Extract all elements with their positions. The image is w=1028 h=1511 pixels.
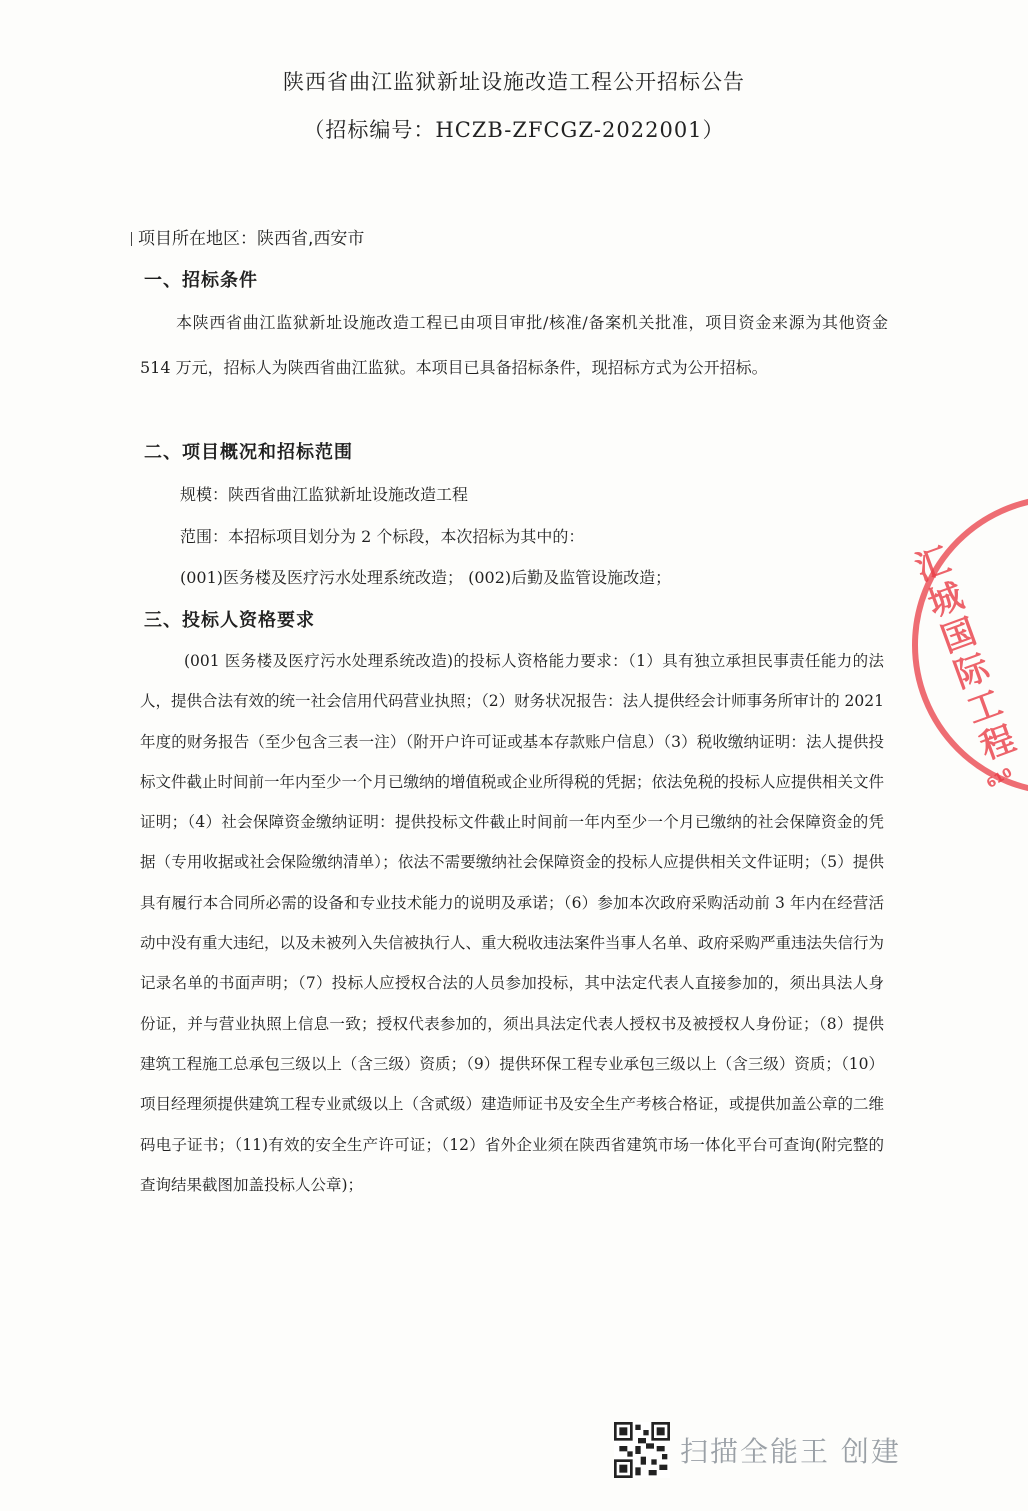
section-heading-3: 三、投标人资格要求 — [144, 610, 315, 631]
project-lots: (001)医务楼及医疗污水处理系统改造； (002)后勤及监管设施改造； — [180, 568, 672, 587]
section-1-text: 本陕西省曲江监狱新址设施改造工程已由项目审批/核准/备案机关批准，项目资金来源为其他资金 514 万元，招标人为陕西省曲江监狱。本项目已具备招标条件，现招标方式为公开招标。 — [140, 313, 888, 377]
seal-number: 610 — [984, 765, 1016, 792]
seal-text: 汇城国际工程 — [904, 541, 1020, 770]
scanner-watermark — [614, 1420, 901, 1480]
project-location: 项目所在地区：陕西省,西安市 — [138, 229, 365, 249]
tender-number: （招标编号：HCZB-ZFCGZ-2022001） — [303, 118, 725, 142]
section-heading-2: 二、项目概况和招标范围 — [144, 442, 353, 463]
scan-edge-mark — [131, 232, 132, 246]
company-seal — [904, 495, 1028, 795]
project-scale: 规模：陕西省曲江监狱新址设施改造工程 — [180, 485, 469, 504]
section-3-text: (001 医务楼及医疗污水处理系统改造)的投标人资格能力要求：（1）具有独立承担民事责任能力的法人，提供合法有效的统一社会信用代码营业执照；（2）财务状况报告：法人提供经会计师事务所审计的 2021 年度的财务报告（至少包含三表一注）（附开户许可证或基本存款账户信息）（3）税收缴纳证明：法人提供投标文件截止时间前一年内至少一个月已缴纳的增值税或企业所得税的凭据；依法免税的投标人应提供相关文件证明；（4）社会保障资金缴纳证明：提供投标文件截止时间前一年内至少一个月已缴纳的社会保障资金的凭据（专用收据或社会保险缴纳清单）；依法不需要缴纳社会保障资金的投标人应提供相关文件证明；（5）提供具有履行本合同所必需的设备和专业技术能力的说明及承诺；（6）参加本次政府采购活动前 3 年内在经营活动中没有重大违纪，以及未被列入失信被执行人、重大税收违法案件当事人名单、政府采购严重违法失信行为记录名单的书面声明；（7）投标人应授权合法的人员参加投标，其中法定代表人直接参加的，须出具法人身份证，并与营业执照上信息一致；授权代表参加的，须出具法定代表人授权书及被授权人身份证；（8）提供建筑工程施工总承包三级以上（含三级）资质；（9）提供环保工程专业承包三级以上（含三级）资质；（10）项目经理须提供建筑工程专业贰级以上（含贰级）建造师证书及安全生产考核合格证，或提供加盖公章的二维码电子证书；（11)有效的安全生产许可证；（12）省外企业须在陕西省建筑市场一体化平台可查询(附完整的查询结果截图加盖投标人公章)； — [140, 652, 885, 1194]
document-title: 陕西省曲江监狱新址设施改造工程公开招标公告 — [283, 70, 745, 94]
section-heading-1: 一、招标条件 — [144, 270, 258, 291]
project-scope: 范围：本招标项目划分为 2 个标段，本次招标为其中的： — [180, 527, 585, 546]
scanner-label: 扫描全能王 创建 — [680, 1435, 901, 1468]
qr-code-icon — [614, 1422, 670, 1478]
